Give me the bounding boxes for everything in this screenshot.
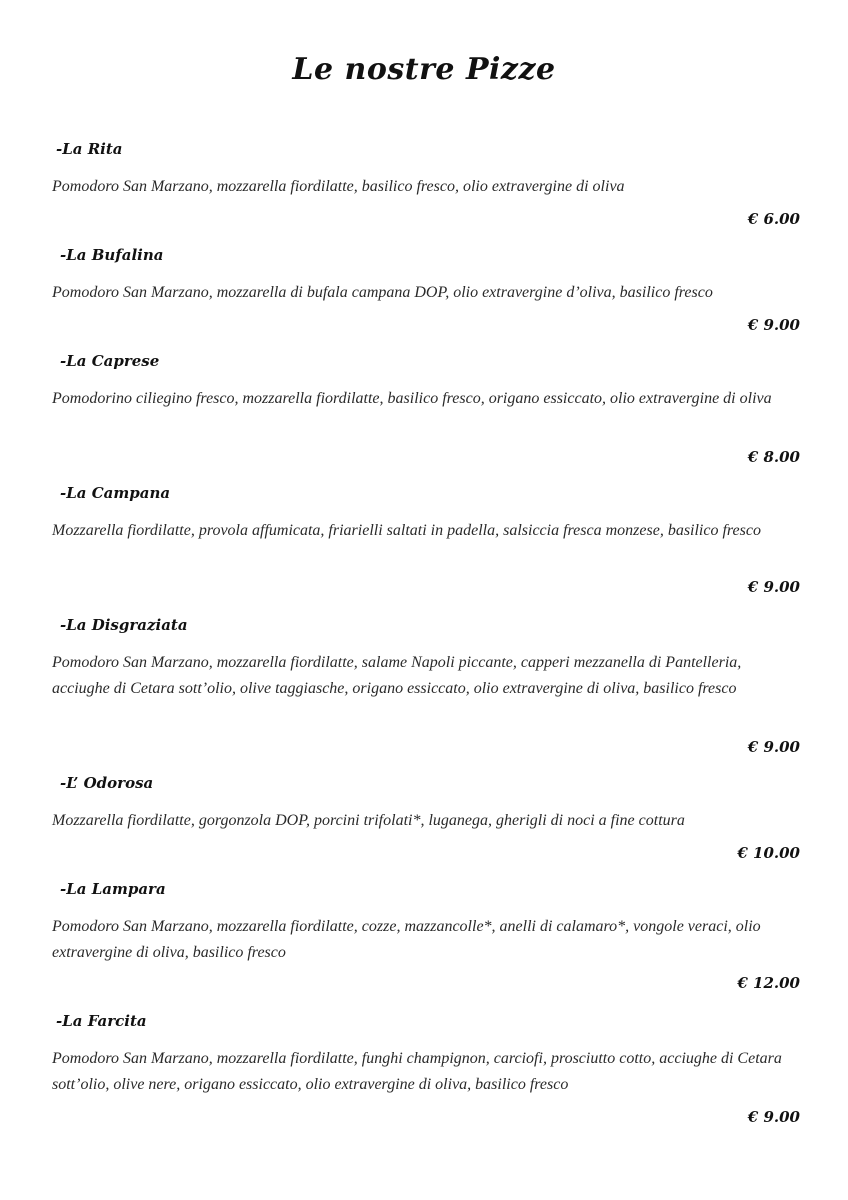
pizza-description: Pomodoro San Marzano, mozzarella fiordilatte, funghi champignon, carciofi, prosciutto cotto, acciughe di Cetara sott’olio, olive nere, origano essiccato, olio extravergine di oliva, basilico fresco: [52, 1050, 782, 1093]
menu-item-la-bufalina: [52, 244, 800, 340]
pizza-name: -La Farcita: [56, 1012, 147, 1030]
pizza-description: Pomodoro San Marzano, mozzarella fiordilatte, salame Napoli piccante, capperi mezzanella di Pantelleria, acciughe di Cetara sott’olio, olive taggiasche, origano essiccato, olio extravergine di oliva, basilico fresco: [52, 654, 742, 697]
pizza-description: Pomodoro San Marzano, mozzarella fiordilatte, cozze, mazzancolle*, anelli di calamaro*, vongole veraci, olio extravergine di oliva, basilico fresco: [52, 918, 761, 961]
menu-item-la-rita: [52, 138, 800, 234]
pizza-price: € 12.00: [737, 974, 800, 992]
pizza-description: Pomodorino ciliegino fresco, mozzarella fiordilatte, basilico fresco, origano essiccato, olio extravergine di oliva: [52, 390, 772, 407]
menu-item-la-campana: [52, 482, 800, 602]
pizza-name: -L’ Odorosa: [60, 774, 154, 792]
pizza-description: Pomodoro San Marzano, mozzarella di bufala campana DOP, olio extravergine d’oliva, basilico fresco: [52, 284, 713, 301]
pizza-name: -La Lampara: [60, 880, 166, 898]
menu-item-la-caprese: [52, 350, 800, 470]
pizza-price: € 8.00: [747, 448, 800, 466]
pizza-price: € 6.00: [747, 210, 800, 228]
menu-item-la-lampara: [52, 878, 800, 998]
pizza-price: € 9.00: [747, 738, 800, 756]
pizza-price: € 9.00: [747, 1108, 800, 1126]
pizza-description: Mozzarella fiordilatte, gorgonzola DOP, porcini trifolati*, luganega, gherigli di noci a fine cottura: [52, 812, 685, 829]
pizza-price: € 10.00: [737, 844, 800, 862]
menu-title: Le nostre Pizze: [292, 52, 556, 87]
pizza-name: -La Disgraziata: [60, 616, 188, 634]
pizza-price: € 9.00: [747, 578, 800, 596]
pizza-name: -La Campana: [60, 484, 171, 502]
pizza-name: -La Rita: [56, 140, 123, 158]
pizza-name: -La Caprese: [60, 352, 160, 370]
menu-item-la-farcita: [52, 1010, 800, 1130]
pizza-price: € 9.00: [747, 316, 800, 334]
pizza-description: Mozzarella fiordilatte, provola affumicata, friarielli saltati in padella, salsiccia fresca monzese, basilico fresco: [52, 522, 761, 539]
menu-item-l-odorosa: [52, 772, 800, 868]
pizza-name: -La Bufalina: [60, 246, 164, 264]
menu-item-la-disgraziata: [52, 614, 800, 764]
pizza-description: Pomodoro San Marzano, mozzarella fiordilatte, basilico fresco, olio extravergine di oliva: [52, 178, 625, 195]
